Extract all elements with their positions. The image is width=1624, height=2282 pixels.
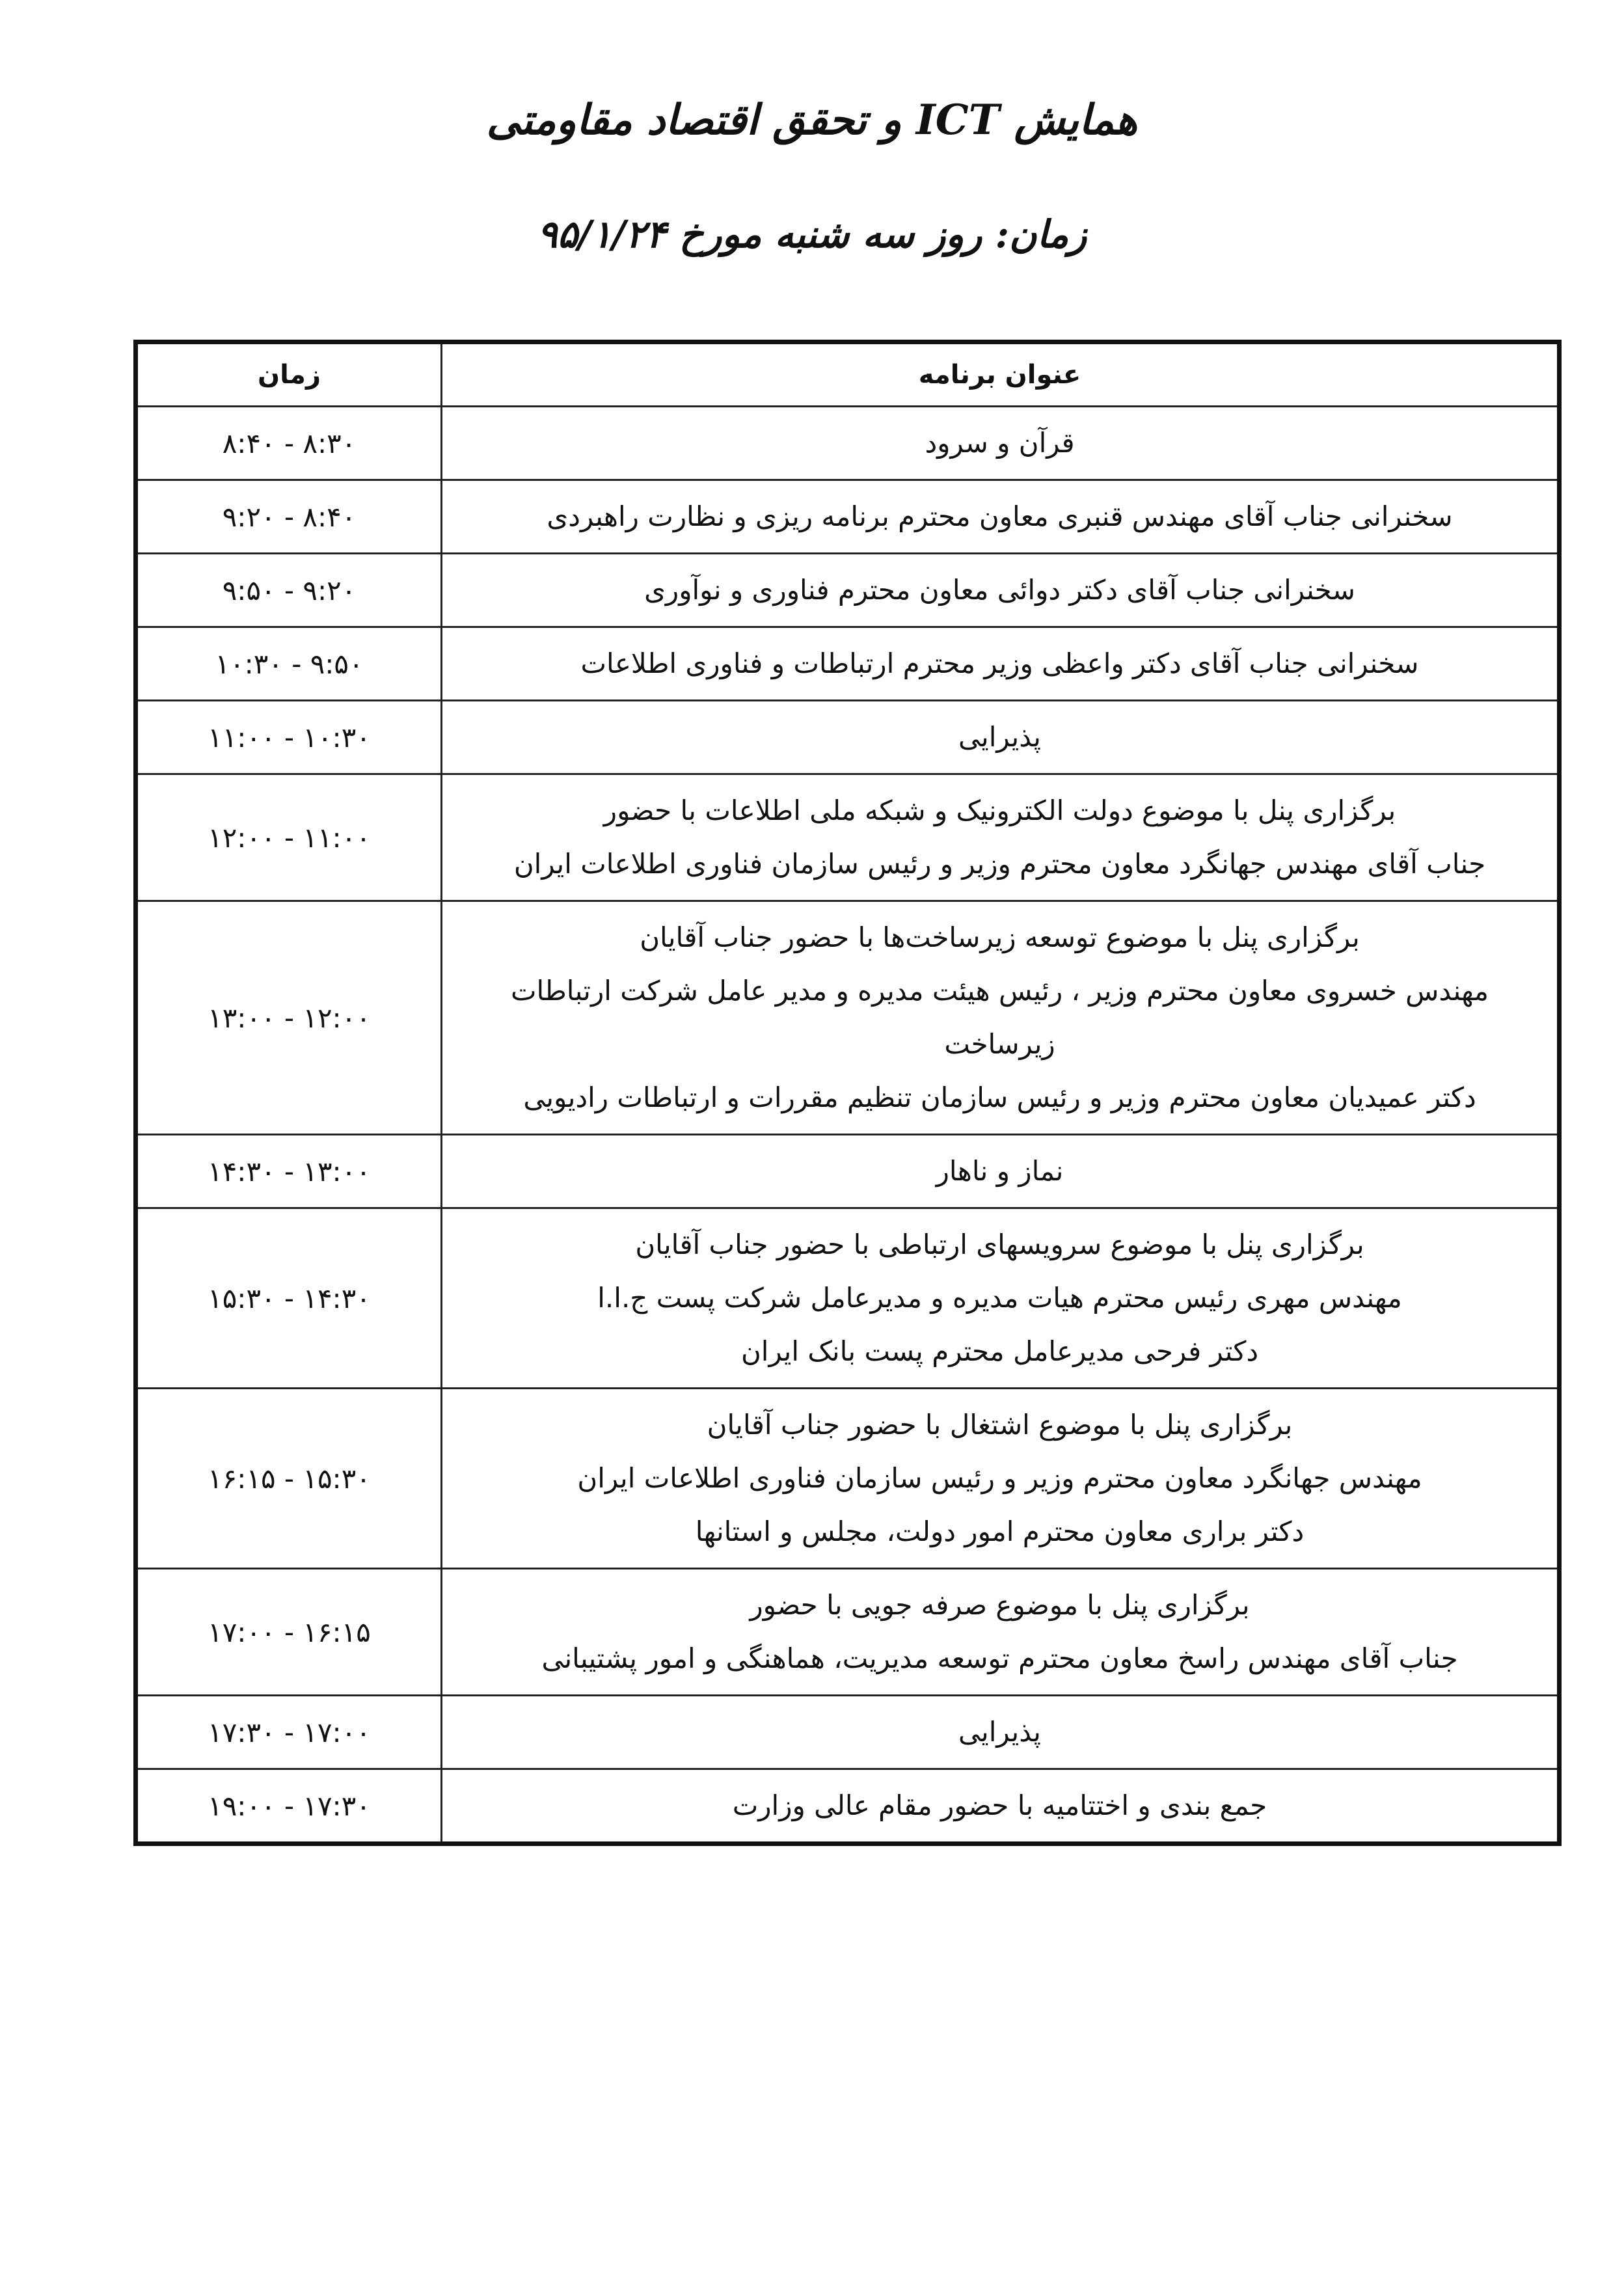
program-line: سخنرانی جناب آقای دکتر واعظی وزیر محترم ارتباطات و فناوری اطلاعات xyxy=(580,647,1419,679)
program-line: مهندس جهانگرد معاون محترم وزیر و رئیس سازمان فناوری اطلاعات ایران xyxy=(577,1462,1422,1494)
program-line: سخنرانی جناب آقای مهندس قنبری معاون محترم برنامه ریزی و نظارت راهبردی xyxy=(547,500,1453,532)
table-row xyxy=(136,627,1560,701)
table-row xyxy=(136,407,1560,480)
program-line: نماز و ناهار xyxy=(936,1155,1064,1187)
time-slot: ۱۱:۰۰ - ۱۲:۰۰ xyxy=(136,774,442,901)
program-line: قرآن و سرود xyxy=(925,427,1075,459)
program-line: سخنرانی جناب آقای دکتر دوائی معاون محترم فناوری و نوآوری xyxy=(644,574,1355,606)
program-line: مهندس خسروی معاون محترم وزیر ، رئیس هیئت مدیره و مدیر عامل شرکت ارتباطات زیرساخت xyxy=(511,975,1489,1060)
program-title-cell xyxy=(442,701,1560,774)
table-row xyxy=(136,1208,1560,1389)
program-line: جناب آقای مهندس جهانگرد معاون محترم وزیر و رئیس سازمان فناوری اطلاعات ایران xyxy=(513,848,1486,880)
time-slot: ۱۷:۰۰ - ۱۷:۳۰ xyxy=(136,1696,442,1769)
program-title-cell xyxy=(442,774,1560,901)
table-row xyxy=(136,901,1560,1135)
time-slot: ۸:۳۰ - ۸:۴۰ xyxy=(136,407,442,480)
program-line: جناب آقای مهندس راسخ معاون محترم توسعه مدیریت، هماهنگی و امور پشتیبانی xyxy=(541,1642,1458,1674)
program-title-cell xyxy=(442,1769,1560,1844)
time-slot: ۱۷:۳۰ - ۱۹:۰۰ xyxy=(136,1769,442,1844)
program-line: پذیرایی xyxy=(958,721,1041,753)
time-slot: ۱۲:۰۰ - ۱۳:۰۰ xyxy=(136,901,442,1135)
time-slot: ۱۵:۳۰ - ۱۶:۱۵ xyxy=(136,1389,442,1569)
program-line: برگزاری پنل با موضوع توسعه زیرساخت‌ها با حضور جناب آقایان xyxy=(640,921,1360,953)
program-line: برگزاری پنل با موضوع صرفه جویی با حضور xyxy=(750,1589,1250,1621)
program-title-cell xyxy=(442,901,1560,1135)
table-row xyxy=(136,554,1560,627)
document-title: همایش ICT و تحقق اقتصاد مقاومتی xyxy=(486,96,1138,144)
table-row xyxy=(136,480,1560,554)
program-line: برگزاری پنل با موضوع دولت الکترونیک و شبکه ملی اطلاعات با حضور xyxy=(603,795,1396,826)
table-row xyxy=(136,701,1560,774)
program-line: برگزاری پنل با موضوع سرویسهای ارتباطی با حضور جناب آقایان xyxy=(635,1229,1364,1260)
table-row xyxy=(136,1135,1560,1208)
program-line: دکتر فرحی مدیرعامل محترم پست بانک ایران xyxy=(740,1335,1259,1367)
table-row xyxy=(136,1569,1560,1696)
program-title-cell xyxy=(442,1569,1560,1696)
time-slot: ۹:۲۰ - ۹:۵۰ xyxy=(136,554,442,627)
time-slot: ۱۳:۰۰ - ۱۴:۳۰ xyxy=(136,1135,442,1208)
program-title-cell xyxy=(442,407,1560,480)
program-title-cell xyxy=(442,554,1560,627)
time-slot: ۸:۴۰ - ۹:۲۰ xyxy=(136,480,442,554)
table-row xyxy=(136,774,1560,901)
time-slot: ۱۰:۳۰ - ۱۱:۰۰ xyxy=(136,701,442,774)
program-line: دکتر براری معاون محترم امور دولت، مجلس و استانها xyxy=(695,1515,1305,1547)
document-date: زمان: روز سه شنبه مورخ ۹۵/۱/۲۴ xyxy=(537,212,1087,256)
program-line: برگزاری پنل با موضوع اشتغال با حضور جناب آقایان xyxy=(707,1409,1293,1441)
program-title-cell xyxy=(442,480,1560,554)
program-line: مهندس مهری رئیس محترم هیات مدیره و مدیرعامل شرکت پست ج.ا.ا xyxy=(597,1282,1402,1314)
column-header-time: زمان xyxy=(136,342,442,407)
time-slot: ۱۶:۱۵ - ۱۷:۰۰ xyxy=(136,1569,442,1696)
column-header-title: عنوان برنامه xyxy=(442,342,1560,407)
program-line: دکتر عمیدیان معاون محترم وزیر و رئیس سازمان تنظیم مقررات و ارتباطات رادیویی xyxy=(523,1081,1476,1113)
table-row xyxy=(136,1769,1560,1844)
program-title-cell xyxy=(442,1389,1560,1569)
program-line: پذیرایی xyxy=(958,1716,1041,1748)
schedule-table xyxy=(133,340,1562,1846)
program-title-cell xyxy=(442,627,1560,701)
time-slot: ۹:۵۰ - ۱۰:۳۰ xyxy=(136,627,442,701)
table-row xyxy=(136,1389,1560,1569)
program-title-cell xyxy=(442,1208,1560,1389)
table-row xyxy=(136,1696,1560,1769)
table-header-row xyxy=(136,342,1560,407)
program-line: جمع بندی و اختتامیه با حضور مقام عالی وزارت xyxy=(732,1789,1267,1821)
program-title-cell xyxy=(442,1135,1560,1208)
time-slot: ۱۴:۳۰ - ۱۵:۳۰ xyxy=(136,1208,442,1389)
program-title-cell xyxy=(442,1696,1560,1769)
